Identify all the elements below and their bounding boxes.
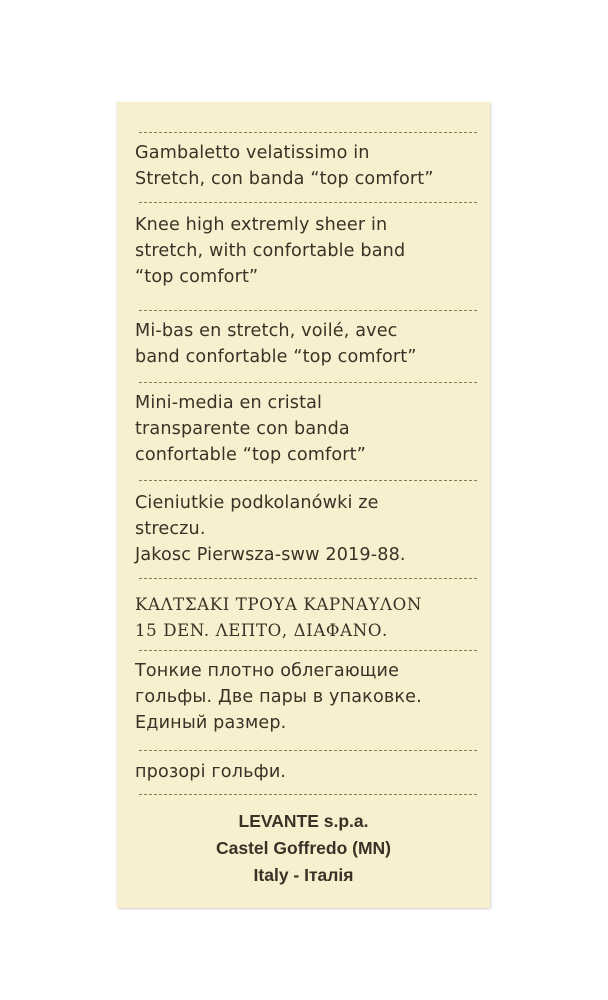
text-line: 15 DEN. ΛΕΠΤΟ, ΔΙΑΦΑΝΟ. <box>135 621 388 640</box>
text-line: stretch, with confortable band <box>135 241 406 261</box>
divider-line <box>139 578 477 579</box>
text-line: ΚΑΛΤΣΑΚΙ ΤΡΟΥΑ ΚΑΡΝΑΥΛΟΝ <box>135 595 422 614</box>
divider-line <box>139 794 477 795</box>
text-block-spanish <box>135 390 480 468</box>
text-block-english <box>135 212 480 290</box>
text-block-polish <box>135 490 480 568</box>
text-block-ukrainian <box>135 759 480 785</box>
manufacturer-name: LEVANTE s.p.a. <box>238 811 369 831</box>
text-line: Единый размер. <box>135 713 287 733</box>
text-block-greek <box>135 592 480 644</box>
divider-line <box>139 310 477 311</box>
text-block-italian <box>135 140 480 192</box>
text-line: Тонкие плотно облегающие <box>135 661 400 681</box>
product-label-card <box>117 102 490 908</box>
text-block-russian <box>135 658 480 736</box>
text-line: streczu. <box>135 519 206 539</box>
text-line: “top comfort” <box>135 267 259 287</box>
divider-line <box>139 480 477 481</box>
divider-line <box>139 202 477 203</box>
text-line: прозорі гольфи. <box>135 762 287 782</box>
text-line: Knee high extremly sheer in <box>135 215 388 235</box>
text-line: Mi-bas en stretch, voilé, avec <box>135 321 398 341</box>
text-line: confortable “top comfort” <box>135 445 366 465</box>
divider-line <box>139 750 477 751</box>
manufacturer-city: Castel Goffredo (MN) <box>216 838 391 858</box>
text-line: Gambaletto velatissimo in <box>135 143 370 163</box>
text-line: Cieniutkie podkolanówki ze <box>135 493 379 513</box>
text-line: Mini-media en cristal <box>135 393 323 413</box>
text-line: гольфы. Две пары в упаковке. <box>135 687 422 707</box>
text-line: Stretch, con banda “top comfort” <box>135 169 434 189</box>
divider-line <box>139 650 477 651</box>
text-block-french <box>135 318 480 370</box>
text-line: transparente con banda <box>135 419 350 439</box>
text-line: band confortable “top comfort” <box>135 347 417 367</box>
manufacturer-country: Italy - Італія <box>253 865 354 885</box>
divider-line <box>139 132 477 133</box>
manufacturer-block <box>117 808 490 889</box>
text-line: Jakosc Pierwsza-sww 2019-88. <box>135 545 406 565</box>
divider-line <box>139 382 477 383</box>
